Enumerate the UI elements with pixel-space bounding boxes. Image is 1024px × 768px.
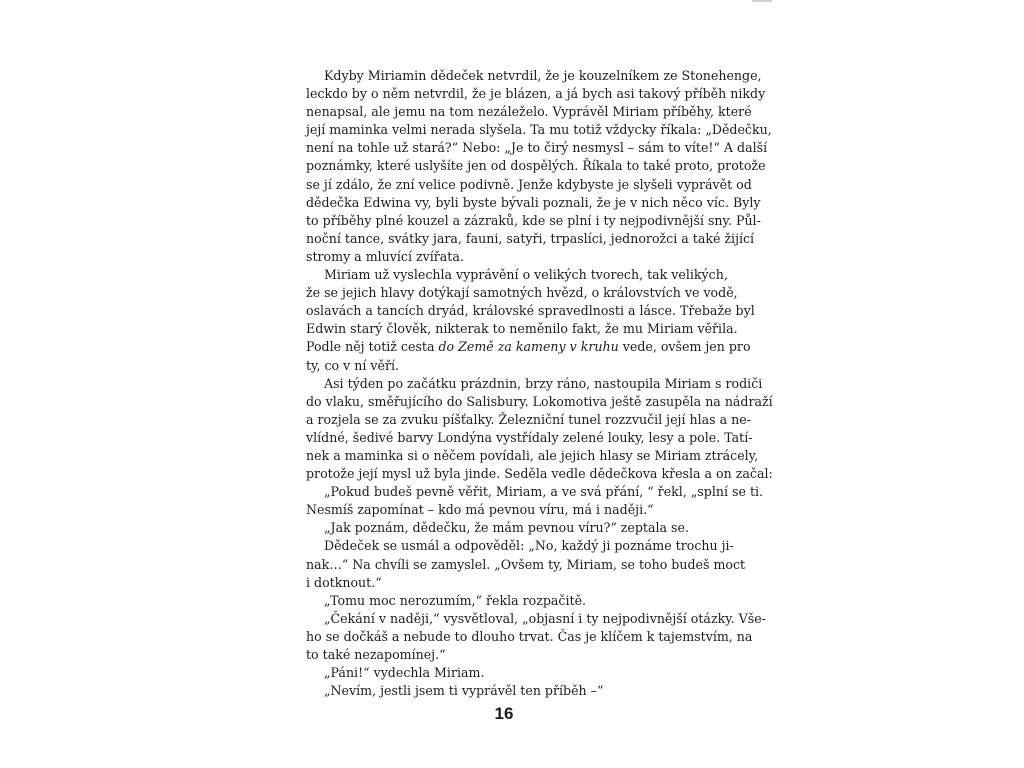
text-line: „Čekání v naději,“ vysvětloval, „objasní i ty nejpodivnější otázky. Vše- xyxy=(324,610,766,626)
text-line: ho se dočkáš a nebude to dlouho trvat. Čas je klíčem k tajemstvím, na xyxy=(306,628,753,644)
text-line: stromy a mluvící zvířata. xyxy=(306,248,464,264)
page-edge-mark xyxy=(752,0,772,2)
text-line: nak…“ Na chvíli se zamyslel. „Ovšem ty, Miriam, se toho budeš moct xyxy=(306,556,746,572)
text-line: noční tance, svátky jara, fauni, satyři, trpaslíci, jednorožci a také žijící xyxy=(306,230,755,246)
text-line: a rozjela se za zvuku píšťalky. Železniční tunel rozzvučil její hlas a ne- xyxy=(306,411,751,427)
paragraph xyxy=(306,664,714,682)
text-run: Podle něj totiž cesta xyxy=(306,339,439,355)
text-line: nek a maminka si o něčem povídali, ale jejich hlasy se Miriam ztrácely, xyxy=(306,447,759,463)
text-line: protože její mysl už byla jinde. Seděla vedle dědečkova křesla a on začal: xyxy=(306,466,773,482)
paragraph xyxy=(306,483,764,519)
paragraph xyxy=(306,67,772,266)
text-line: že se jejich hlavy dotýkají samotných hvězd, o královstvích ve vodě, xyxy=(306,285,738,301)
text-line: nenapsal, ale jemu na tom nezáleželo. Vyprávěl Miriam příběhy, které xyxy=(306,104,752,120)
paragraph xyxy=(306,266,755,375)
paragraph xyxy=(306,375,773,484)
paragraph xyxy=(306,610,766,664)
paragraph xyxy=(306,519,714,537)
text-line xyxy=(306,338,751,356)
text-line: její maminka velmi nerada slyšela. Ta mu totiž vždycky říkala: „Dědečku, xyxy=(306,122,772,138)
text-line: Dědeček se usmál a odpověděl: „No, každý ji poznáme trochu ji- xyxy=(324,538,734,554)
text-line: není na tohle už stará?“ Nebo: „Je to čirý nesmysl – sám to víte!“ A další xyxy=(306,140,768,156)
text-line: to také nezapomínej.“ xyxy=(306,647,446,662)
text-line: Asi týden po začátku prázdnin, brzy ráno, nastoupila Miriam s rodiči xyxy=(324,375,763,391)
text-line: i dotknout.“ xyxy=(306,574,382,590)
paragraph xyxy=(306,682,714,700)
text-line: „Páni!“ vydechla Miriam. xyxy=(324,665,485,681)
text-line: „Pokud budeš pevně věřit, Miriam, a ve svá přání, “ řekl, „splní se ti. xyxy=(324,484,764,500)
text-line: „Tomu moc nerozumím,“ řekla rozpačitě. xyxy=(324,592,587,608)
text-line: Miriam už vyslechla vyprávění o velikých tvorech, tak velikých, xyxy=(324,267,728,283)
text-line: Edwin starý člověk, nikterak to neměnilo fakt, že mu Miriam věřila. xyxy=(306,321,738,337)
text-line: Kdyby Miriamin dědeček netvrdil, že je kouzelníkem ze Stonehenge, xyxy=(324,68,762,83)
text-line: Nesmíš zapomínat – kdo má pevnou víru, má i naději.“ xyxy=(306,502,654,518)
text-line: ty, co v ní věří. xyxy=(306,357,400,373)
page-number: 16 xyxy=(494,704,514,723)
text-line: do vlaku, směřujícího do Salisbury. Lokomotiva ještě zasupěla na nádraží xyxy=(306,393,773,409)
italic-title: do Země za kameny v kruhu xyxy=(438,339,619,355)
text-line: dědečka Edwina vy, byli byste bývali poznali, že je v nich něco víc. Byly xyxy=(306,194,761,210)
paragraph xyxy=(306,592,714,610)
text-line: „Nevím, jestli jsem ti vyprávěl ten příběh –“ xyxy=(324,683,604,699)
text-run: vede, ovšem jen pro xyxy=(618,339,751,355)
text-line: poznámky, které uslyšíte jen od dospělých. Říkala to také proto, protože xyxy=(306,158,766,174)
book-page-text xyxy=(306,67,773,700)
text-line: to příběhy plné kouzel a zázraků, kde se plní i ty nejpodivnější sny. Půl- xyxy=(306,212,761,228)
paragraph xyxy=(306,537,746,591)
text-line: „Jak poznám, dědečku, že mám pevnou víru?“ zeptala se. xyxy=(324,520,689,536)
text-line: leckdo by o něm netvrdil, že je blázen, a já bych asi takový příběh nikdy xyxy=(306,86,766,102)
text-line: se jí zdálo, že zní velice podivně. Jenže kdybyste je slyšeli vyprávět od xyxy=(306,176,752,192)
text-line: oslavách a tancích dryád, královské spravedlnosti a lásce. Třebaže byl xyxy=(306,303,755,319)
text-line: vlídné, šedivé barvy Londýna vystřídaly zelené louky, lesy a pole. Tatí- xyxy=(306,429,753,445)
